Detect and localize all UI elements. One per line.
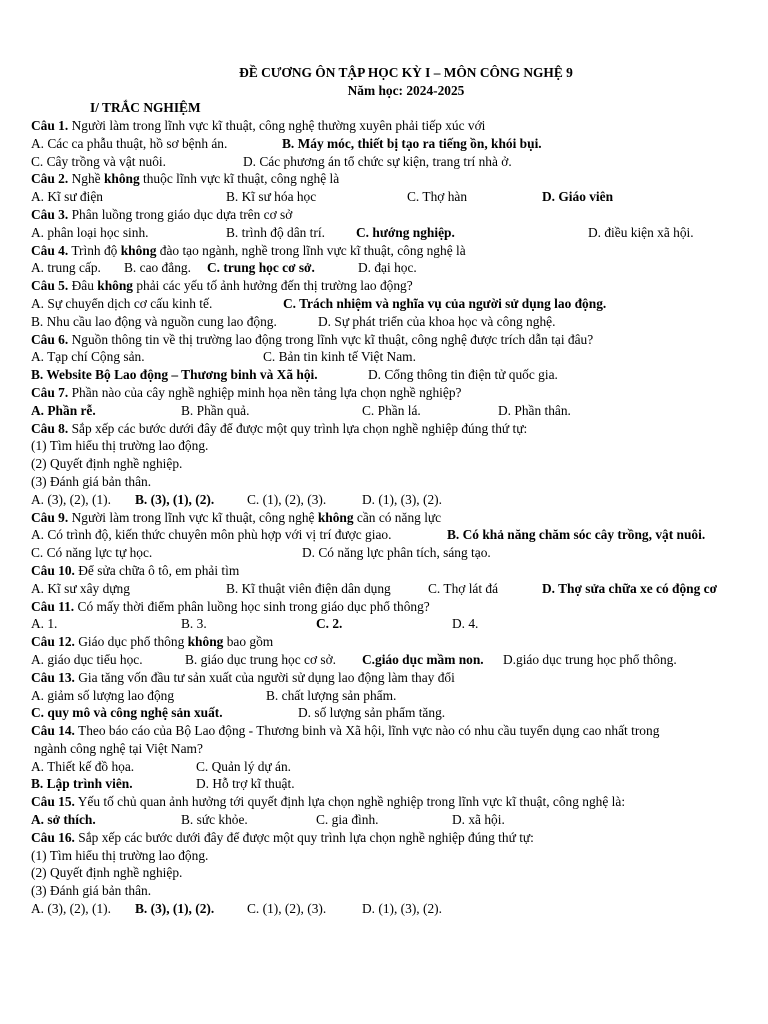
bold-text: C. Trách nhiệm và nghĩa vụ của người sử dụng lao động. (283, 295, 607, 311)
bold-text: C. 2. (316, 616, 343, 632)
answer-option (207, 259, 315, 277)
answer-option (181, 615, 207, 633)
line-start (31, 740, 203, 758)
text: C. Có năng lực tự học. (31, 545, 153, 561)
text: ngành công nghệ tại Việt Nam? (34, 740, 203, 756)
answer-option (181, 811, 248, 829)
bold-text: D. Thợ sửa chữa xe có động cơ (542, 580, 717, 596)
line-start (31, 633, 273, 651)
line-start (31, 153, 166, 171)
text-line (31, 473, 761, 491)
text: B. Kĩ sư hóa học (226, 189, 317, 205)
answer-option (542, 580, 717, 598)
text: D. Sự phát triển của khoa học và công nghệ. (318, 313, 556, 329)
text: A. Tạp chí Cộng sản. (31, 349, 145, 365)
answer-option (588, 224, 694, 242)
text: (1) Tìm hiểu thị trường lao động. (31, 438, 209, 454)
bold-text: Câu 15. (31, 794, 75, 810)
answer-option (263, 348, 416, 366)
bold-text: A. Phần rễ. (31, 402, 96, 418)
bold-text: B. Có khả năng chăm sóc cây trồng, vật nuôi. (447, 527, 706, 543)
text: Người làm trong lĩnh vực kĩ thuật, công nghệ thường xuyên phải tiếp xúc với (71, 118, 486, 133)
line-start (31, 847, 208, 865)
line-start (31, 437, 208, 455)
line-start (31, 829, 534, 847)
line-start (31, 758, 134, 776)
text: Sắp xếp các bước dưới đây để được một quy trình lựa chọn nghề nghiệp đúng thứ tự: (71, 420, 528, 436)
bold-text: không (317, 509, 354, 525)
text: B. trình độ dân trí. (226, 224, 325, 240)
answer-option (226, 188, 316, 206)
text: Trình độ (71, 242, 121, 258)
text: D. (1), (3), (2). (362, 491, 442, 507)
bold-text: Câu 6. (31, 331, 69, 347)
answer-option (196, 758, 291, 776)
text: A. Kĩ sư điện (31, 189, 103, 205)
bold-text: D. Giáo viên (542, 189, 614, 205)
text: Theo báo cáo của Bộ Lao động - Thương binh và Xã hội, lĩnh vực nào có nhu cầu tuyển dụng cao nhất trong (78, 723, 660, 739)
answer-option (124, 259, 191, 277)
bold-text: Câu 11. (31, 598, 75, 614)
text: A. Sự chuyển dịch cơ cấu kinh tế. (31, 295, 213, 311)
text: Giáo dục phổ thông (78, 634, 188, 650)
line-start (31, 313, 277, 331)
text: (2) Quyết định nghề nghiệp. (31, 456, 183, 472)
answer-option (428, 580, 498, 598)
bold-text: C. trung học cơ sở. (207, 260, 315, 276)
text: B. 3. (181, 616, 207, 632)
answer-option (298, 704, 445, 722)
text: D. (1), (3), (2). (362, 901, 442, 917)
text-line (31, 687, 761, 705)
document-title: ĐỀ CƯƠNG ÔN TẬP HỌC KỲ I – MÔN CÔNG NGHỆ 9 (239, 65, 573, 80)
line-start (31, 544, 152, 562)
text: C. Bản tin kinh tế Việt Nam. (263, 349, 416, 365)
text: phải các yếu tố ảnh hưởng đến thị trường lao động? (132, 278, 413, 294)
text: D. Hỗ trợ kĩ thuật. (196, 776, 295, 792)
text-line (31, 295, 761, 313)
text: Sắp xếp các bước dưới đây để được một quy trình lựa chọn nghề nghiệp đúng thứ tự: (78, 829, 534, 845)
answer-option (181, 402, 249, 420)
text-line (31, 882, 761, 900)
text: Nguồn thông tin về thị trường lao động trong lĩnh vực kĩ thuật, công nghệ được trích dẫn tại đâu? (71, 331, 594, 347)
text: A. Các ca phẫu thuật, hồ sơ bệnh án. (31, 135, 228, 151)
line-start (31, 402, 96, 420)
line-start (31, 170, 339, 188)
text: đào tạo ngành, nghề trong lĩnh vực kĩ thuật, công nghệ là (156, 242, 466, 258)
line-start (31, 224, 149, 242)
text: A. (3), (2), (1). (31, 491, 111, 507)
line-start (31, 420, 527, 438)
text-line (31, 313, 761, 331)
answer-option (368, 366, 558, 384)
answer-option (282, 135, 542, 153)
text-line (31, 580, 761, 598)
line-start (31, 188, 103, 206)
text-line (31, 366, 761, 384)
text: B. Nhu cầu lao động và nguồn cung lao động. (31, 313, 277, 329)
bold-text: Câu 5. (31, 278, 69, 294)
text: A. Có trình độ, kiến thức chuyên môn phù hợp với vị trí được giao. (31, 527, 392, 543)
answer-option (318, 313, 555, 331)
text: A. trung cấp. (31, 260, 101, 276)
text: C. Cây trồng và vật nuôi. (31, 153, 167, 169)
line-start (31, 562, 239, 580)
line-start (31, 526, 391, 544)
answer-option (503, 651, 677, 669)
line-start (31, 704, 223, 722)
answer-option (247, 491, 326, 509)
text-line (31, 277, 761, 295)
school-year: Năm học: 2024-2025 (347, 83, 465, 98)
text-line (31, 331, 761, 349)
text: C. (1), (2), (3). (247, 901, 327, 917)
bold-text: B. Máy móc, thiết bị tạo ra tiếng ồn, khói bụi. (282, 135, 542, 151)
line-start (31, 669, 455, 687)
text: D. số lượng sản phẩm tăng. (298, 705, 446, 721)
line-start (31, 651, 143, 669)
line-start (31, 722, 659, 740)
bold-text: Câu 1. (31, 118, 69, 133)
bold-text: Câu 9. (31, 509, 69, 525)
answer-option (452, 615, 478, 633)
text-line (31, 793, 761, 811)
text-line (31, 135, 761, 153)
text: (3) Đánh giá bản thân. (31, 883, 152, 899)
line-start (31, 793, 625, 811)
answer-option (135, 491, 214, 509)
text-line (31, 704, 761, 722)
line-start (31, 277, 413, 295)
text-line (31, 242, 761, 260)
text: B. sức khỏe. (181, 812, 248, 828)
text: C. Phần lá. (362, 402, 421, 418)
bold-text: Câu 13. (31, 669, 75, 685)
line-start (31, 473, 151, 491)
line-start (31, 348, 145, 366)
text: B. giáo dục trung học cơ sở. (185, 651, 337, 667)
text-line (31, 758, 761, 776)
text-line (31, 740, 761, 758)
text: A. Kĩ sư xây dựng (31, 580, 130, 596)
text-line (31, 206, 761, 224)
text: C. Quản lý dự án. (196, 758, 292, 774)
text: bao gồm (223, 634, 274, 650)
text-line (31, 384, 761, 402)
text: Yếu tố chủ quan ảnh hưởng tới quyết định lựa chọn nghề nghiệp trong lĩnh vực kĩ thuật, công nghệ là: (77, 794, 626, 810)
text-line (31, 117, 761, 135)
text: cần có năng lực (353, 509, 442, 525)
bold-text: không (103, 171, 140, 187)
answer-option (407, 188, 467, 206)
text: D. xã hội. (452, 812, 505, 828)
text: C. (1), (2), (3). (247, 491, 327, 507)
text-line (31, 526, 761, 544)
answer-option (316, 615, 342, 633)
text: D. điều kiện xã hội. (588, 224, 694, 240)
answer-option (362, 402, 421, 420)
answer-option (247, 900, 326, 918)
text: D. Cổng thông tin điện tử quốc gia. (368, 367, 558, 383)
text: A. giảm số lượng lao động (31, 687, 175, 703)
text: (3) Đánh giá bản thân. (31, 473, 152, 489)
text-line (31, 669, 761, 687)
bold-text: B. (3), (1), (2). (135, 491, 215, 507)
text: C. Thợ lát đá (428, 580, 499, 596)
text: D. Phần thân. (498, 402, 571, 418)
text: D. 4. (452, 616, 479, 632)
text: Đâu (71, 278, 98, 294)
text-line (31, 348, 761, 366)
text: B. Kĩ thuật viên điện dân dụng (226, 580, 391, 596)
answer-option (196, 775, 295, 793)
line-start (31, 900, 111, 918)
text-line (31, 900, 761, 918)
line-start (31, 366, 318, 384)
text-line (31, 491, 761, 509)
answer-option (266, 687, 396, 705)
section-heading: I/ TRẮC NGHIỆM (90, 100, 201, 115)
question-list (31, 117, 761, 918)
text-line (31, 402, 761, 420)
answer-option (358, 259, 417, 277)
text-line (31, 615, 761, 633)
bold-text: B. Website Bộ Lao động – Thương binh và Xã hội. (31, 367, 318, 383)
line-start (31, 580, 130, 598)
bold-text: không (120, 242, 157, 258)
text: (2) Quyết định nghề nghiệp. (31, 865, 183, 881)
line-start (31, 242, 466, 260)
text: A. phân loại học sinh. (31, 224, 149, 240)
line-start (31, 491, 111, 509)
text-line (31, 864, 761, 882)
text: thuộc lĩnh vực kĩ thuật, công nghệ là (139, 171, 340, 187)
bold-text: Câu 7. (31, 384, 69, 400)
line-start (31, 598, 430, 616)
answer-option (362, 651, 484, 669)
text: A. giáo dục tiểu học. (31, 651, 143, 667)
line-start (31, 135, 227, 153)
bold-text: C. hướng nghiệp. (356, 224, 455, 240)
answer-option (226, 580, 391, 598)
bold-text: B. (3), (1), (2). (135, 901, 215, 917)
answer-option (542, 188, 613, 206)
answer-option (356, 224, 455, 242)
text: D. Có năng lực phân tích, sáng tạo. (302, 545, 491, 561)
text: Phần nào của cây nghề nghiệp minh họa nền tảng lựa chọn nghề nghiệp? (71, 384, 462, 400)
line-start (31, 331, 593, 349)
line-start (31, 384, 461, 402)
line-start (31, 455, 182, 473)
text: Nghề (71, 171, 104, 187)
text: A. Thiết kế đồ họa. (31, 758, 135, 774)
bold-text: Câu 10. (31, 562, 75, 578)
bold-text: B. Lập trình viên. (31, 776, 133, 792)
answer-option (243, 153, 512, 171)
answer-option (302, 544, 491, 562)
bold-text: Câu 3. (31, 206, 69, 222)
bold-text: A. sở thích. (31, 812, 96, 828)
text-line (31, 651, 761, 669)
text-line (31, 562, 761, 580)
text-line (31, 153, 761, 171)
answer-option (498, 402, 571, 420)
line-start (31, 117, 485, 135)
text-line (31, 259, 761, 277)
bold-text: Câu 2. (31, 171, 69, 187)
text-line (31, 437, 761, 455)
text: D.giáo dục trung học phổ thông. (503, 651, 677, 667)
text-line (31, 847, 761, 865)
text-line (31, 188, 761, 206)
line-start (31, 811, 96, 829)
answer-option (362, 900, 442, 918)
text: Có mấy thời điểm phân luồng học sinh trong giáo dục phổ thông? (77, 598, 430, 614)
text: B. Phần quả. (181, 402, 250, 418)
line-start (31, 687, 174, 705)
line-start (31, 259, 101, 277)
bold-text: Câu 16. (31, 829, 75, 845)
bold-text: Câu 14. (31, 723, 75, 739)
text: D. Các phương án tổ chức sự kiện, trang trí nhà ở. (243, 153, 512, 169)
text-line (31, 455, 761, 473)
line-start (31, 206, 292, 224)
text: B. chất lượng sản phẩm. (266, 687, 397, 703)
text-line (31, 598, 761, 616)
text: Để sửa chữa ô tô, em phải tìm (78, 562, 240, 578)
text-line (31, 811, 761, 829)
answer-option (452, 811, 505, 829)
text-line (31, 170, 761, 188)
text-line (31, 544, 761, 562)
bold-text: C. quy mô và công nghệ sản xuất. (31, 705, 223, 721)
text: A. 1. (31, 616, 58, 632)
text: C. Thợ hàn (407, 189, 468, 205)
text: Phân luồng trong giáo dục dựa trên cơ sở (71, 206, 293, 222)
line-start (31, 882, 151, 900)
line-start (31, 295, 212, 313)
text: (1) Tìm hiểu thị trường lao động. (31, 847, 209, 863)
text: Người làm trong lĩnh vực kĩ thuật, công nghệ (71, 509, 318, 525)
text: D. đại học. (358, 260, 417, 276)
text-line (31, 224, 761, 242)
text: C. gia đình. (316, 812, 379, 828)
text: Gia tăng vốn đầu tư sản xuất của người sử dụng lao động làm thay đổi (78, 669, 455, 685)
answer-option (135, 900, 214, 918)
bold-text: Câu 8. (31, 420, 69, 436)
line-start (31, 775, 133, 793)
text-line (31, 829, 761, 847)
line-start (31, 864, 182, 882)
answer-option (283, 295, 606, 313)
answer-option (316, 811, 379, 829)
text-line (31, 420, 761, 438)
bold-text: Câu 12. (31, 634, 75, 650)
text-line (31, 509, 761, 527)
bold-text: C.giáo dục mầm non. (362, 651, 484, 667)
text: A. (3), (2), (1). (31, 901, 111, 917)
answer-option (185, 651, 336, 669)
text: B. cao đẳng. (124, 260, 191, 276)
answer-option (447, 526, 705, 544)
text-line (31, 722, 761, 740)
text-line (31, 633, 761, 651)
answer-option (362, 491, 442, 509)
bold-text: không (97, 278, 133, 294)
line-start (31, 615, 57, 633)
bold-text: không (187, 634, 224, 650)
answer-option (226, 224, 325, 242)
bold-text: Câu 4. (31, 242, 69, 258)
line-start (31, 509, 441, 527)
text-line (31, 775, 761, 793)
